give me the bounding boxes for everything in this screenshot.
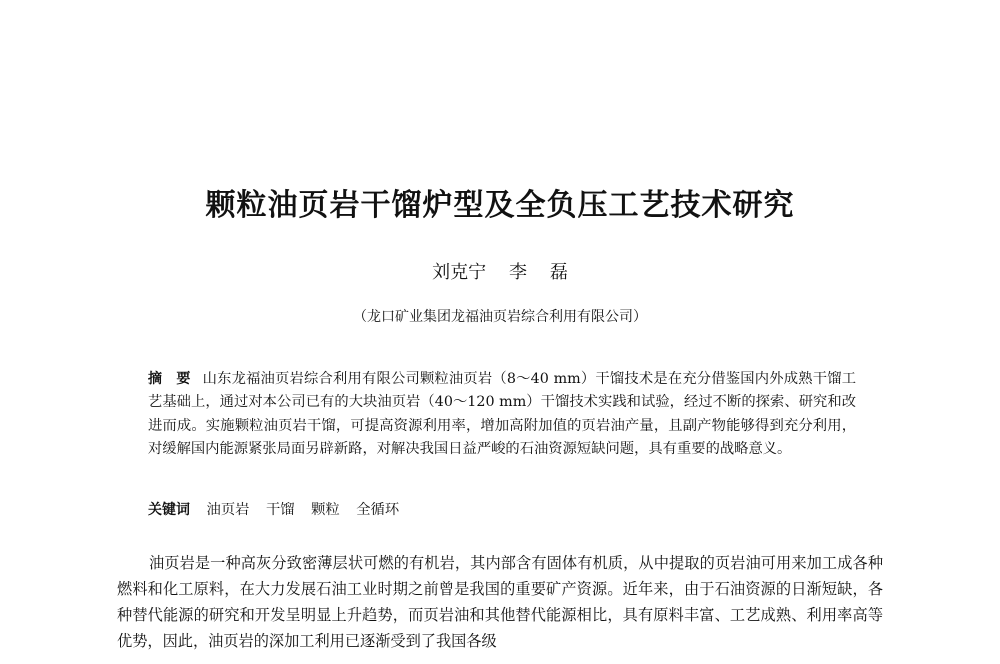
keyword-item: 油页岩 [206,502,250,518]
author-affiliation: （龙口矿业集团龙福油页岩综合利用有限公司） [353,309,647,325]
keyword-item: 颗粒 [311,502,340,518]
abstract-text: 山东龙福油页岩综合利用有限公司颗粒油页岩（8～40 mm）干馏技术是在充分借鉴国内外成熟干馏工艺基础上，通过对本公司已有的大块油页岩（40～120 mm）干馏技术实践和试验，经过不断的探索、研究和改进而成。实施颗粒油页岩干馏，可提高资源利用率，增加高附加值的页岩油产量，且副产物能够得到充分利用，对缓解国内能源紧张局面另辟新路，对解决我国日益严峻的石油资源短缺问题，具有重要的战略意义。 [148,371,857,458]
keyword-item: 全循环 [356,502,400,518]
author-list: 刘克宁 李 磊 [432,262,568,283]
paper-title: 颗粒油页岩干馏炉型及全负压工艺技术研究 [205,188,795,223]
keyword-item: 干馏 [265,502,295,518]
abstract-label: 摘 要 [148,371,191,387]
body-paragraph: 油页岩是一种高灰分致密薄层状可燃的有机岩，其内部含有固体有机质，从中提取的页岩油可用来加工成各种燃料和化工原料，在大力发展石油工业时期之前曾是我国的重要矿产资源。近年来，由于石油资源的日渐短缺，各种替代能源的研究和开发呈明显上升趋势，而页岩油和其他替代能源相比，具有原料丰富、工艺成熟、利用率高等优势，因此，油页岩的深加工利用已逐渐受到了我国各级 [117,554,883,650]
keywords-section [148,499,856,522]
keywords-label: 关键词 [148,502,190,518]
abstract-section [148,368,856,462]
